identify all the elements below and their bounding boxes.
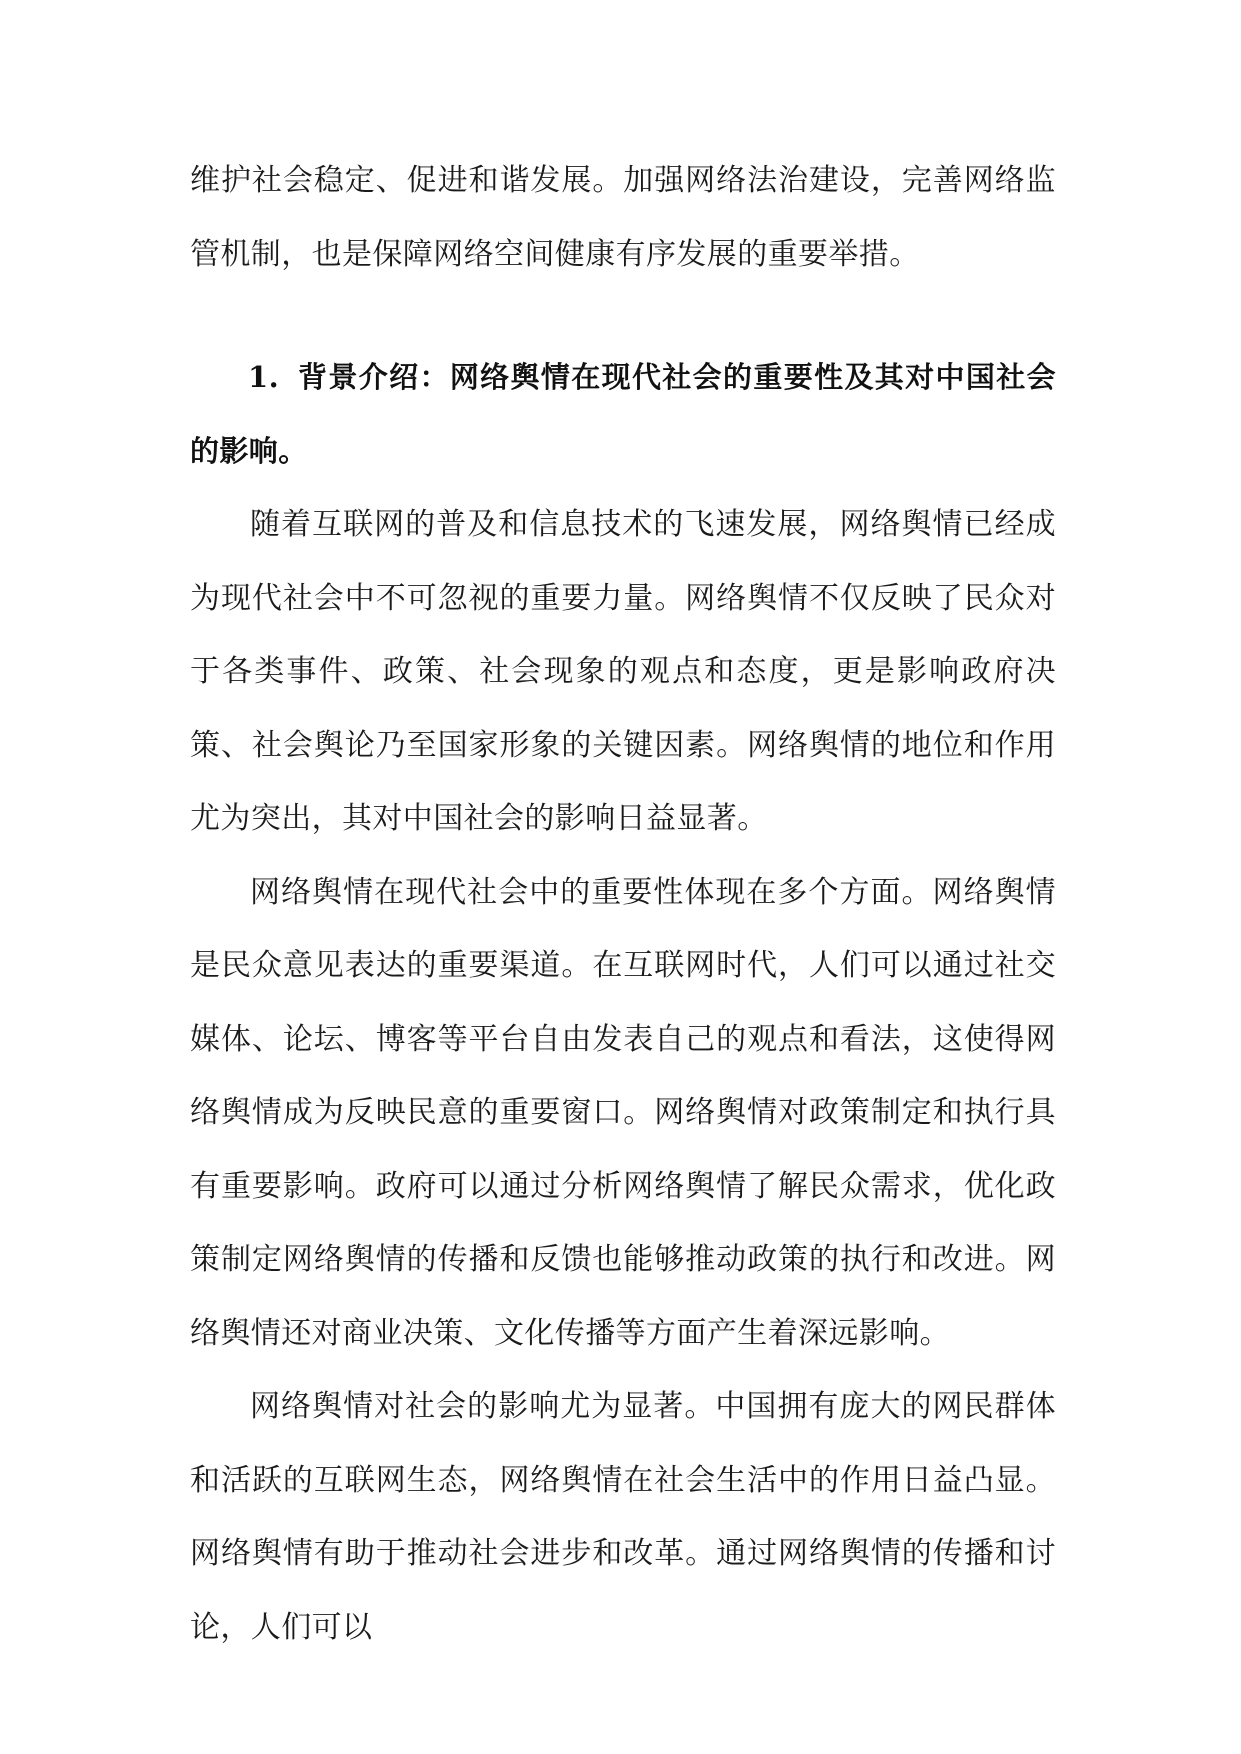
section-heading	[190, 341, 1056, 488]
section-title: 背景介绍：网络舆情在现代社会的重要性及其对中国社会的影响。	[190, 360, 1056, 468]
body-paragraph-3: 网络舆情对社会的影响尤为显著。中国拥有庞大的网民群体和活跃的互联网生态，网络舆情在社会生活中的作用日益凸显。网络舆情有助于推动社会进步和改革。通过网络舆情的传播和讨论，人们可以	[190, 1389, 1056, 1645]
document-body	[190, 144, 1056, 1664]
body-paragraph-2: 网络舆情在现代社会中的重要性体现在多个方面。网络舆情是民众意见表达的重要渠道。在互联网时代，人们可以通过社交媒体、论坛、博客等平台自由发表自己的观点和看法，这使得网络舆情成为反映民意的重要窗口。网络舆情对政策制定和执行具有重要影响。政府可以通过分析网络舆情了解民众需求，优化政策制定网络舆情的传播和反馈也能够推动政策的执行和改进。网络舆情还对商业决策、文化传播等方面产生着深远影响。	[190, 874, 1056, 1351]
section-number: 1.	[248, 360, 280, 394]
continuation-paragraph: 维护社会稳定、促进和谐发展。加强网络法治建设，完善网络监管机制，也是保障网络空间健康有序发展的重要举措。	[190, 163, 1056, 272]
body-paragraph-1: 随着互联网的普及和信息技术的飞速发展，网络舆情已经成为现代社会中不可忽视的重要力量。网络舆情不仅反映了民众对于各类事件、政策、社会现象的观点和态度，更是影响政府决策、社会舆论乃至国家形象的关键因素。网络舆情的地位和作用尤为突出，其对中国社会的影响日益显著。	[190, 507, 1056, 836]
